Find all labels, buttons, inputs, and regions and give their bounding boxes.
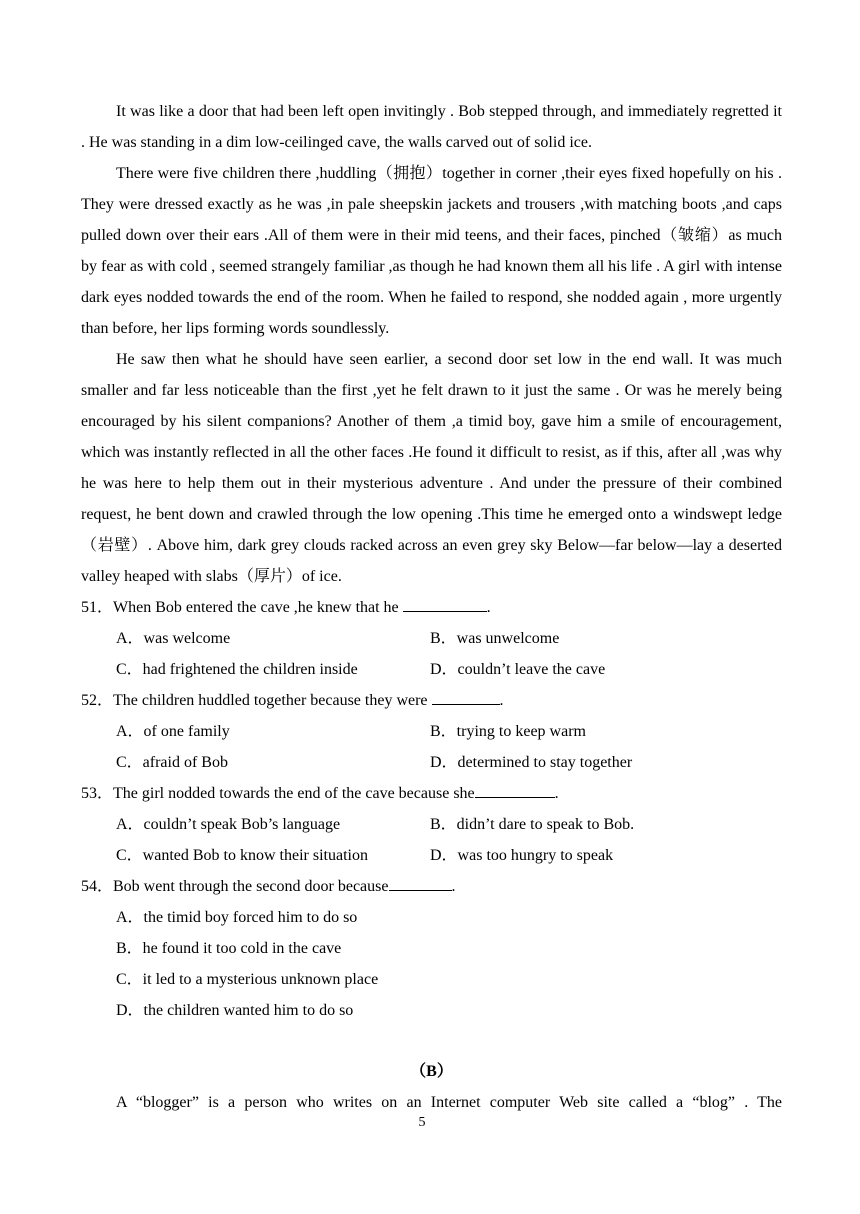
option-a[interactable]: A．couldn’t speak Bob’s language <box>116 816 341 833</box>
option-c[interactable]: C．had frightened the children inside <box>116 661 358 678</box>
answer-blank[interactable] <box>475 781 555 798</box>
question-end: . <box>451 878 456 895</box>
options-row <box>81 654 782 685</box>
passage-paragraph-1: It was like a door that had been left open invitingly . Bob stepped through, and immediately regretted it . He was standing in a dim low-ceilinged cave, the walls carved out of solid ice. <box>81 103 782 151</box>
passage-paragraph-2: There were five children there ,huddling（拥抱）together in corner ,their eyes fixed hopefully on his . They were dressed exactly as he was ,in pale sheepskin jackets and trousers ,with matching boots ,and caps pulled down over their ears .All of them were in their mid teens, and their faces, pinched（皱缩）as much by fear as with cold , seemed strangely familiar ,as though he had known them all his life . A girl with intense dark eyes nodded towards the end of the room. When he failed to respond, she nodded again , more urgently than before, her lips forming words soundlessly. <box>81 165 782 337</box>
section-heading: （B） <box>410 1063 453 1080</box>
option-b[interactable]: B．didn’t dare to speak to Bob. <box>430 816 635 833</box>
option-b[interactable]: B．trying to keep warm <box>430 723 586 740</box>
question-stem <box>81 592 782 623</box>
option-d[interactable]: D．determined to stay together <box>430 754 633 771</box>
question-text: 51．When Bob entered the cave ,he knew that he <box>81 599 399 616</box>
question-end: . <box>486 599 491 616</box>
options-row <box>81 747 782 778</box>
question-end: . <box>499 692 504 709</box>
option-c[interactable]: C．afraid of Bob <box>116 754 228 771</box>
answer-blank[interactable] <box>403 595 487 612</box>
page-number: 5 <box>418 1115 426 1130</box>
options-row <box>81 809 782 840</box>
options-row <box>81 716 782 747</box>
options-row <box>81 840 782 871</box>
options-row <box>81 623 782 654</box>
question-stem <box>81 778 782 809</box>
option-b[interactable]: B．he found it too cold in the cave <box>116 940 342 957</box>
question-53 <box>81 778 782 871</box>
section-b-paragraph: A “blogger” is a person who writes on an Internet computer Web site called a “blog” . The <box>116 1094 782 1111</box>
question-stem <box>81 685 782 716</box>
option-a[interactable]: A．the timid boy forced him to do so <box>116 909 358 926</box>
option-d[interactable]: D．the children wanted him to do so <box>116 1002 354 1019</box>
option-d[interactable]: D．was too hungry to speak <box>430 847 614 864</box>
option-d[interactable]: D．couldn’t leave the cave <box>430 661 606 678</box>
question-51 <box>81 592 782 685</box>
answer-blank[interactable] <box>432 688 500 705</box>
question-stem <box>81 871 782 902</box>
question-text: 54．Bob went through the second door because <box>81 878 389 895</box>
option-a[interactable]: A．of one family <box>116 723 230 740</box>
question-54 <box>81 871 782 1026</box>
option-c[interactable]: C．wanted Bob to know their situation <box>116 847 368 864</box>
passage-paragraph-3: He saw then what he should have seen earlier, a second door set low in the end wall. It was much smaller and far less noticeable than the first ,yet he felt drawn to it just the same . Or was he merely being encouraged by his silent companions? Another of them ,a timid boy, gave him a smile of encouragement, which was instantly reflected in all the other faces .He found it difficult to resist, as if this, after all ,was why he was here to help them out in their mysterious adventure . And under the pressure of their combined request, he bent down and crawled through the low opening .This time he emerged onto a windswept ledge（岩壁）. Above him, dark grey clouds racked across an even grey sky Below—far below—lay a deserted valley heaped with slabs（厚片）of ice. <box>81 351 782 585</box>
question-end: . <box>554 785 559 802</box>
option-c[interactable]: C．it led to a mysterious unknown place <box>116 971 379 988</box>
option-b[interactable]: B．was unwelcome <box>430 630 560 647</box>
answer-blank[interactable] <box>389 874 452 891</box>
question-text: 52．The children huddled together because they were <box>81 692 428 709</box>
question-text: 53．The girl nodded towards the end of the cave because she <box>81 785 475 802</box>
question-52 <box>81 685 782 778</box>
document-page <box>81 96 782 1118</box>
option-a[interactable]: A．was welcome <box>116 630 231 647</box>
